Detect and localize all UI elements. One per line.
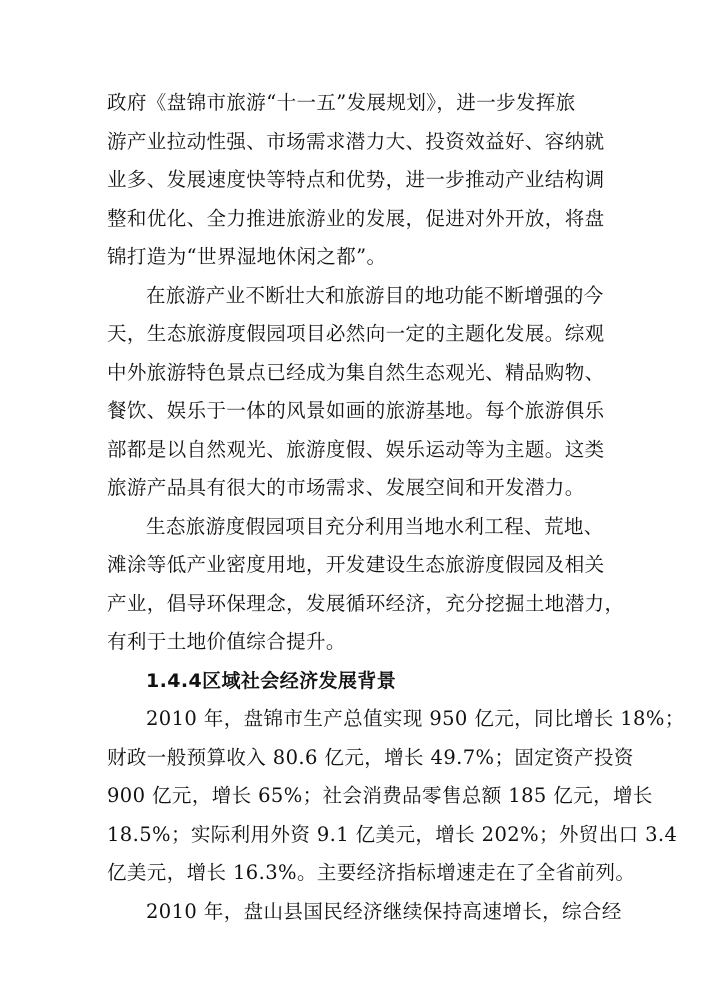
paragraph-line: 900 亿元，增长 65%；社会消费品零售总额 185 亿元，增长 [107, 784, 653, 807]
paragraph-line: 整和优化、全力推进旅游业的发展，促进对外开放，将盘 [107, 207, 605, 230]
paragraph-line: 财政一般预算收入 80.6 亿元，增长 49.7%；固定资产投资 [107, 746, 634, 769]
paragraph-line: 政府《盘锦市旅游“十一五”发展规划》，进一步发挥旅 [107, 91, 576, 114]
paragraph-line: 餐饮、娱乐于一体的风景如画的旅游基地。每个旅游俱乐 [107, 399, 605, 422]
paragraph-line: 18.5%；实际利用外资 9.1 亿美元，增长 202%；外贸出口 3.4 [107, 823, 678, 846]
paragraph-line: 滩涂等低产业密度用地，开发建设生态旅游度假园及相关 [107, 553, 605, 576]
paragraph-line: 业多、发展速度快等特点和优势，进一步推动产业结构调 [107, 168, 605, 191]
paragraph-line: 产业，倡导环保理念，发展循环经济，充分挖掘土地潜力， [107, 592, 625, 615]
paragraph-line: 2010 年，盘锦市生产总值实现 950 亿元，同比增长 18%； [146, 707, 685, 730]
paragraph-line: 生态旅游度假园项目充分利用当地水利工程、荒地、 [146, 515, 604, 538]
paragraph-line: 部都是以自然观光、旅游度假、娱乐运动等为主题。这类 [107, 438, 605, 461]
paragraph-line: 2010 年，盘山县国民经济继续保持高速增长，综合经 [146, 900, 622, 923]
section-heading: 1.4.4区域社会经济发展背景 [146, 670, 397, 692]
paragraph-line: 中外旅游特色景点已经成为集自然生态观光、精品购物、 [107, 361, 605, 384]
paragraph-line: 天，生态旅游度假园项目必然向一定的主题化发展。综观 [107, 322, 605, 345]
paragraph-line: 旅游产品具有很大的市场需求、发展空间和开发潜力。 [107, 476, 585, 499]
paragraph-line: 锦打造为“世界湿地休闲之都”。 [107, 245, 387, 268]
paragraph-line: 游产业拉动性强、市场需求潜力大、投资效益好、容纳就 [107, 130, 605, 153]
paragraph-line: 有利于土地价值综合提升。 [107, 630, 346, 653]
paragraph-line: 亿美元，增长 16.3%。主要经济指标增速走在了全省前列。 [107, 861, 636, 884]
paragraph-line: 在旅游产业不断壮大和旅游目的地功能不断增强的今 [146, 284, 604, 307]
